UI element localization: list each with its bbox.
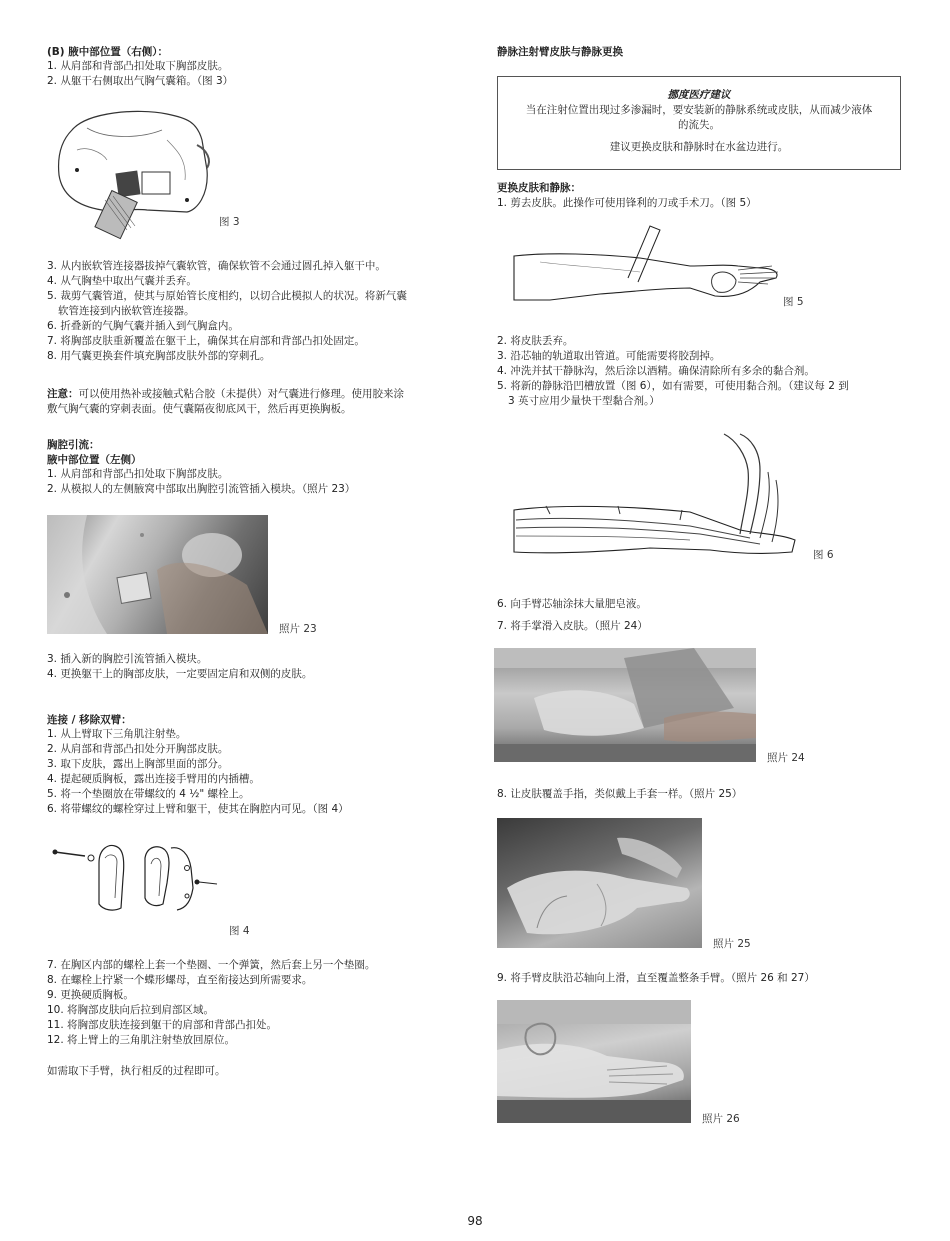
list-item: 11. 将胸部皮肤连接到躯干的肩部和背部凸扣处。	[47, 1019, 278, 1031]
list-item: 2. 将皮肤丢弃。	[497, 335, 574, 347]
figure-6-vein-drawing	[510, 430, 810, 565]
list-item: 4. 从气胸垫中取出气囊并丢弃。	[47, 275, 197, 287]
figure-4-caption: 图 4	[229, 925, 250, 937]
arm-steps	[47, 727, 457, 817]
list-item: 4. 更换躯干上的胸部皮肤，一定要固定肩和双侧的皮肤。	[47, 668, 313, 680]
list-item: 3. 插入新的胸腔引流管插入模块。	[47, 653, 208, 665]
list-item: 2. 从躯干右侧取出气胸气囊箱。（图 3）	[47, 75, 234, 87]
step-8: 8. 让皮肤覆盖手指，类似戴上手套一样。（照片 25）	[497, 788, 743, 800]
section-b-steps	[47, 59, 233, 89]
step-7: 7. 将手掌滑入皮肤。（照片 24）	[497, 620, 648, 632]
photo-23-caption: 照片 23	[279, 623, 317, 635]
list-item: 8. 在螺栓上拧紧一个蝶形螺母，直至衔接达到所需要求。	[47, 974, 313, 986]
list-item: 5. 将一个垫圈放在带螺纹的 4 ½" 螺栓上。	[47, 788, 250, 800]
recommendation-box	[497, 76, 901, 170]
list-item: 4. 冲洗并拭干静脉沟，然后涂以酒精。确保清除所有多余的黏合剂。	[497, 365, 815, 377]
photo-25-caption: 照片 25	[713, 938, 751, 950]
note-text: 可以使用热补或接触式粘合胶（未提供）对气囊进行修理。使用胶来涂	[78, 388, 404, 400]
list-item: 1. 从上臂取下三角肌注射垫。	[47, 728, 187, 740]
list-item: 3. 沿芯轴的轨道取出管道。可能需要将胶刮掉。	[497, 350, 721, 362]
chest-drain-subtitle: 腋中部位置（左侧）	[47, 454, 142, 466]
recommendation-line: 的流失。	[678, 119, 720, 131]
list-item: 10. 将胸部皮肤向后拉到肩部区域。	[47, 1004, 215, 1016]
steps-3-8	[47, 259, 457, 364]
list-item: 12. 将上臂上的三角肌注射垫放回原位。	[47, 1034, 236, 1046]
arm-steps-2	[47, 958, 457, 1048]
photo-24-palm-into-skin	[494, 648, 756, 762]
recommendation-line: 当在注射位置出现过多渗漏时，要安装新的静脉系统或皮肤，从而减少液体	[525, 104, 873, 116]
photo-26-caption: 照片 26	[702, 1113, 740, 1125]
chest-drain-steps-2	[47, 652, 457, 682]
list-item: 1. 从肩部和背部凸扣处取下胸部皮肤。	[47, 468, 229, 480]
list-item: 8. 用气囊更换套件填充胸部皮肤外部的穿刺孔。	[47, 350, 271, 362]
list-item: 7. 将胸部皮肤重新覆盖在躯干上，确保其在肩部和背部凸扣处固定。	[47, 335, 365, 347]
chest-drain-title: 胸腔引流：	[47, 439, 100, 451]
iv-section-title: 静脉注射臂皮肤与静脉更换	[497, 46, 623, 58]
list-item: 2. 从模拟人的左侧腋窝中部取出胸腔引流管插入模块。（照片 23）	[47, 483, 356, 495]
step-9: 9. 将手臂皮肤沿芯轴向上滑，直至覆盖整条手臂。（照片 26 和 27）	[497, 972, 815, 984]
recommendation-title: 挪度医疗建议	[667, 89, 731, 101]
list-item: 7. 在胸区内部的螺栓上套一个垫圈、一个弹簧，然后套上另一个垫圈。	[47, 959, 376, 971]
photo-26-skin-over-arm	[497, 1000, 691, 1123]
list-item: 3. 取下皮肤，露出上胸部里面的部分。	[47, 758, 229, 770]
figure-5-caption: 图 5	[783, 296, 804, 308]
recommendation-line: 建议更换皮肤和静脉时在水盆边进行。	[609, 141, 789, 153]
figure-3-torso-drawing	[47, 100, 227, 240]
list-item-continuation: 3 英寸应用少量快干型黏合剂。）	[508, 395, 660, 407]
list-item: 1. 从肩部和背部凸扣处取下胸部皮肤。	[47, 60, 229, 72]
list-item: 6. 折叠新的气胸气囊并插入到气胸盒内。	[47, 320, 239, 332]
note-label: 注意：	[47, 388, 79, 400]
note-paragraph	[47, 387, 457, 417]
photo-25-fingers-gloved	[497, 818, 702, 948]
note-text-2: 敷气胸气囊的穿刺表面。使气囊隔夜彻底风干，然后再更换胸板。	[47, 403, 352, 415]
figure-4-bolt-drawing	[47, 838, 227, 918]
list-item: 6. 将带螺纹的螺栓穿过上臂和躯干，使其在胸腔内可见。（图 4）	[47, 803, 349, 815]
replace-title: 更换皮肤和静脉：	[497, 182, 581, 194]
page-number: 98	[467, 1214, 483, 1228]
list-item: 9. 更换硬质胸板。	[47, 989, 134, 1001]
section-b-title: (B) 腋中部位置（右侧）：	[47, 46, 169, 58]
list-item: 2. 从肩部和背部凸扣处分开胸部皮肤。	[47, 743, 229, 755]
arm-footer-note: 如需取下手臂，执行相反的过程即可。	[47, 1065, 226, 1077]
figure-6-caption: 图 6	[813, 549, 834, 561]
photo-23-chest-module	[47, 515, 268, 634]
step-6: 6. 向手臂芯轴涂抹大量肥皂液。	[497, 598, 647, 610]
arm-section-title: 连接 / 移除双臂：	[47, 714, 132, 726]
chest-drain-steps	[47, 467, 457, 497]
list-item: 3. 从内嵌软管连接器拔掉气囊软管，确保软管不会通过圆孔掉入躯干中。	[47, 260, 386, 272]
list-item: 5. 将新的静脉沿凹槽放置（图 6），如有需要，可使用黏合剂。（建议每 2 到	[497, 380, 849, 392]
list-item: 4. 提起硬质胸板，露出连接手臂用的内插槽。	[47, 773, 260, 785]
list-item-continuation: 软管连接到内嵌软管连接器。	[58, 305, 195, 317]
replace-steps	[497, 334, 907, 409]
replace-step-1: 1. 剪去皮肤。此操作可使用锋利的刀或手术刀。（图 5）	[497, 197, 757, 209]
figure-5-arm-drawing	[510, 222, 790, 312]
photo-24-caption: 照片 24	[767, 752, 805, 764]
figure-3-caption: 图 3	[219, 216, 240, 228]
list-item: 5. 裁剪气囊管道，使其与原始管长度相约，以切合此模拟人的状况。将新气囊	[47, 290, 407, 302]
